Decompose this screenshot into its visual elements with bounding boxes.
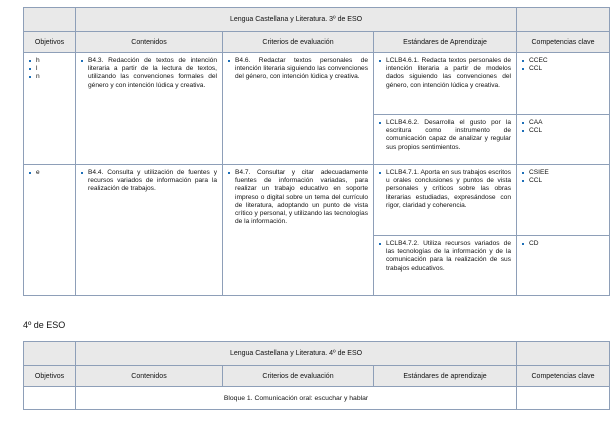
- table-title: Lengua Castellana y Literatura. 3º de ESO: [76, 8, 517, 32]
- col-header-objetivos: Objetivos: [24, 32, 76, 53]
- table-title: Lengua Castellana y Literatura. 4º de ESO: [76, 342, 517, 366]
- contenidos-cell: [76, 53, 223, 165]
- curriculum-table-4eso: [23, 341, 610, 410]
- col-header-criterios: Criterios de evaluación: [223, 32, 374, 53]
- bloque-title: Bloque 1. Comunicación oral: escuchar y hablar: [76, 387, 517, 410]
- objetivos-cell: [24, 165, 76, 296]
- estandar-text: LCLB4.7.2. Utiliza recursos variados de las tecnologías de la información y de la comunicación para la realización de sus trabajos educativos.: [374, 236, 516, 276]
- col-header-competencias: Competencias clave: [517, 32, 610, 53]
- col-header-objetivos: Objetivos: [24, 366, 76, 387]
- estandar-text: LCLB4.7.1. Aporta en sus trabajos escritos u orales conclusiones y puntos de vista personales y críticos sobre las obras literarias estudiadas, expresándose con rigor, claridad y coherencia.: [374, 165, 516, 213]
- estandar-cell: [374, 165, 517, 236]
- estandar-cell: [374, 53, 517, 115]
- criterio-text: B4.6. Redactar textos personales de intención literaria siguiendo las convenciones del género, con intención lúdica y creativa.: [223, 53, 373, 85]
- estandar-text: LCLB4.6.1. Redacta textos personales de intención literaria a partir de modelos dados siguiendo las convenciones del género, con intención lúdica y creativa.: [374, 53, 516, 93]
- contenido-text: B4.4. Consulta y utilización de fuentes y recursos variados de información para la realización de trabajos.: [76, 165, 222, 197]
- col-header-contenidos: Contenidos: [76, 366, 223, 387]
- competencia-item: CCL: [522, 127, 605, 135]
- contenidos-cell: [76, 165, 223, 296]
- section-heading: 4º de ESO: [23, 320, 66, 330]
- col-header-estandares: Estándares de aprendizaje: [374, 366, 517, 387]
- table-row: [24, 53, 610, 115]
- competencias-cell: [517, 165, 610, 236]
- header-spacer: [24, 342, 76, 366]
- competencia-item: CCEC: [522, 57, 605, 65]
- table-row: [24, 165, 610, 236]
- estandar-cell: [374, 236, 517, 296]
- competencia-item: CSIEE: [522, 169, 605, 177]
- competencias-cell: [517, 236, 610, 296]
- curriculum-table-3eso: [23, 7, 610, 296]
- objetivos-cell: [24, 53, 76, 165]
- competencia-item: CAA: [522, 119, 605, 127]
- col-header-criterios: Criterios de evaluación: [223, 366, 374, 387]
- header-spacer: [517, 8, 610, 32]
- estandar-cell: [374, 115, 517, 165]
- criterios-cell: [223, 53, 374, 165]
- objetivo-item: h: [29, 57, 71, 65]
- col-header-contenidos: Contenidos: [76, 32, 223, 53]
- competencias-cell: [517, 115, 610, 165]
- objetivo-item: e: [29, 169, 71, 177]
- competencia-item: CCL: [522, 177, 605, 185]
- objetivo-item: l: [29, 65, 71, 73]
- criterios-cell: [223, 165, 374, 296]
- col-header-competencias: Competencias clave: [517, 366, 610, 387]
- competencias-cell: [517, 53, 610, 115]
- criterio-text: B4.7. Consultar y citar adecuadamente fuentes de información variadas, para realizar un trabajo educativo en soporte impreso o digital sobre un tema del currículo de literatura, adoptando un punto de vista crítico y personal, y utilizando las tecnologías de la información.: [223, 165, 373, 229]
- competencia-item: CD: [522, 240, 605, 248]
- header-spacer: [24, 8, 76, 32]
- objetivo-item: n: [29, 73, 71, 81]
- estandar-text: LCLB4.6.2. Desarrolla el gusto por la escritura como instrumento de comunicación capaz de analizar y regular sus propios sentimientos.: [374, 115, 516, 155]
- contenido-text: B4.3. Redacción de textos de intención literaria a partir de la lectura de textos, utilizando las convenciones formales del género y con intención lúdica y creativa.: [76, 53, 222, 93]
- header-spacer: [517, 342, 610, 366]
- bloque-spacer: [517, 387, 610, 410]
- competencia-item: CCL: [522, 65, 605, 73]
- bloque-spacer: [24, 387, 76, 410]
- col-header-estandares: Estándares de Aprendizaje: [374, 32, 517, 53]
